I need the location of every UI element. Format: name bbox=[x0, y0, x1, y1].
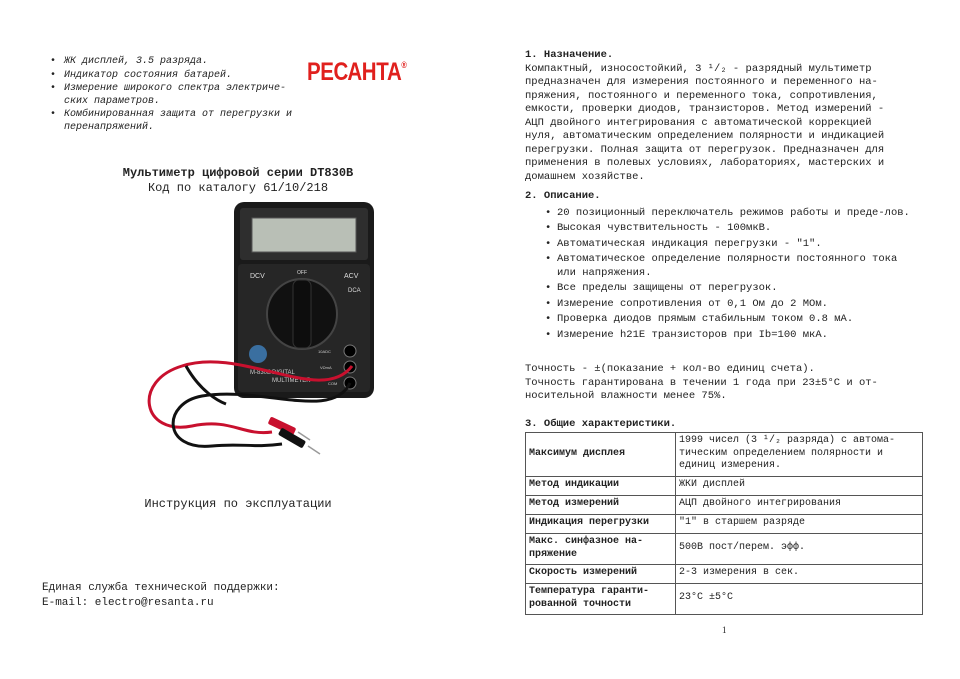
list-item: • 20 позиционный переключатель режимов работы и преде-лов. bbox=[525, 207, 918, 221]
list-item: • Проверка диодов прямым стабильным током 0.8 мА. bbox=[525, 313, 918, 327]
text-line: домашнем хозяйстве. bbox=[525, 170, 645, 183]
accuracy-line: Точность гарантирована в течении 1 года при 23±5°С и от- bbox=[525, 376, 878, 389]
table-row bbox=[526, 495, 923, 514]
text-line: нуля, автоматическим определением полярности и индикацией bbox=[525, 130, 885, 142]
spec-value: "1" в старшем разряде bbox=[676, 514, 923, 533]
spec-value: 23°С ±5°С bbox=[676, 583, 923, 614]
section-heading: 1. Назначение. bbox=[525, 49, 614, 61]
spec-key: Метод измерений bbox=[526, 495, 676, 514]
text-line: пряжения, постоянного и переменного тока, сопротивления, bbox=[525, 89, 878, 102]
text-line: применения в полевых условиях, лабораториях, мастерских и bbox=[525, 157, 885, 169]
table-row bbox=[526, 583, 923, 614]
manual-title: Инструкция по эксплуатации bbox=[144, 497, 332, 511]
brand-label: M-830B bbox=[250, 370, 272, 376]
support-line: Единая служба технической поддержки: bbox=[42, 582, 280, 594]
list-item: • Автоматическая индикация перегрузки - "1". bbox=[525, 238, 918, 252]
table-row bbox=[526, 476, 923, 495]
spec-key: Скорость измерений bbox=[526, 564, 676, 583]
product-title: Мультиметр цифровой серии DT830B bbox=[122, 166, 354, 180]
off-label: OFF bbox=[297, 270, 307, 276]
spec-value: ЖКИ дисплей bbox=[676, 476, 923, 495]
accuracy-note bbox=[525, 363, 918, 404]
text-line: перегрузки. Полная защита от перегрузок. Предназначен для bbox=[525, 143, 885, 156]
text-line: АЦП двойного интегрирования с автоматической коррекцией bbox=[525, 116, 872, 129]
table-row bbox=[526, 533, 923, 564]
resanta-logo bbox=[307, 58, 406, 87]
vohm-label: VΩmA bbox=[320, 365, 332, 370]
a10-label: 10ADC bbox=[318, 349, 331, 354]
list-item: • Все пределы защищены от перегрузок. bbox=[525, 282, 918, 296]
list-item: • Измерение сопротивления от 0,1 Ом до 2 МОм. bbox=[525, 298, 918, 312]
page-number: 1 bbox=[722, 625, 727, 635]
feature-item: • Индикатор состояния батарей. bbox=[50, 70, 310, 83]
logo-registered-mark: ® bbox=[401, 60, 407, 70]
text-line: предназначен для измерения постоянного и переменного на- bbox=[525, 76, 878, 88]
feature-item: • ЖК дисплей, 3.5 разряда. bbox=[50, 56, 310, 69]
text-line: емкости, проверки диодов, транзисторов. Метод измерений - bbox=[525, 103, 885, 115]
spec-value: 500В пост/перем. эфф. bbox=[676, 533, 923, 564]
spec-key: Индикация перегрузки bbox=[526, 514, 676, 533]
section-description bbox=[525, 190, 918, 342]
feature-item: • Комбинированная защита от перегрузки и перенапряжений. bbox=[50, 109, 310, 134]
list-item: • Автоматическое определение полярности постоянного тока или напряжения. bbox=[525, 253, 918, 280]
support-email: E-mail: electro@resanta.ru bbox=[42, 596, 214, 609]
section-heading: 2. Описание. bbox=[525, 190, 601, 202]
accuracy-line: Точность - ±(показание + кол-во единиц счета). bbox=[525, 363, 815, 375]
spec-key: Температура гаранти-рованной точности bbox=[526, 583, 676, 614]
purpose-paragraph bbox=[525, 63, 918, 185]
spec-key: Макс. синфазное на-пряжение bbox=[526, 533, 676, 564]
table-row bbox=[526, 432, 923, 476]
description-list bbox=[525, 207, 918, 343]
dcv-label: DCV bbox=[250, 273, 265, 280]
section-specs bbox=[525, 418, 925, 615]
model-line1: DIGITAL bbox=[272, 370, 295, 376]
spec-key: Метод индикации bbox=[526, 476, 676, 495]
table-row bbox=[526, 514, 923, 533]
section-heading: 3. Общие характеристики. bbox=[525, 418, 677, 430]
spec-value: 2-3 измерения в сек. bbox=[676, 564, 923, 583]
acv-label: ACV bbox=[344, 273, 359, 280]
support-block bbox=[42, 581, 280, 610]
section-purpose bbox=[525, 49, 918, 184]
logo-text: РЕСАНТА bbox=[307, 58, 402, 86]
list-item: • Высокая чувствительность - 100мкВ. bbox=[525, 222, 918, 236]
feature-item: • Измерение широкого спектра электриче-ских параметров. bbox=[50, 83, 310, 108]
multimeter-image bbox=[122, 196, 382, 466]
spec-key: Максимум дисплея bbox=[526, 432, 676, 476]
model-line2: MULTIMETER bbox=[272, 378, 311, 384]
dca-label: DCA bbox=[348, 288, 361, 294]
accuracy-line: носительной влажности менее 75%. bbox=[525, 390, 727, 402]
catalog-code: Код по каталогу 61/10/218 bbox=[147, 181, 329, 195]
feature-list bbox=[50, 56, 310, 135]
com-label: COM bbox=[328, 381, 338, 386]
spec-value: 1999 чисел (3 ¹/₂ разряда) с автома-тическим определением полярности и единиц измерения. bbox=[676, 432, 923, 476]
text-line: Компактный, износостойкий, 3 ¹/₂ - разрядный мультиметр bbox=[525, 62, 872, 75]
spec-value: АЦП двойного интегрирования bbox=[676, 495, 923, 514]
list-item: • Измерение h21E транзисторов при Ib=100 мкА. bbox=[525, 329, 918, 343]
specs-table bbox=[525, 432, 923, 615]
table-row bbox=[526, 564, 923, 583]
